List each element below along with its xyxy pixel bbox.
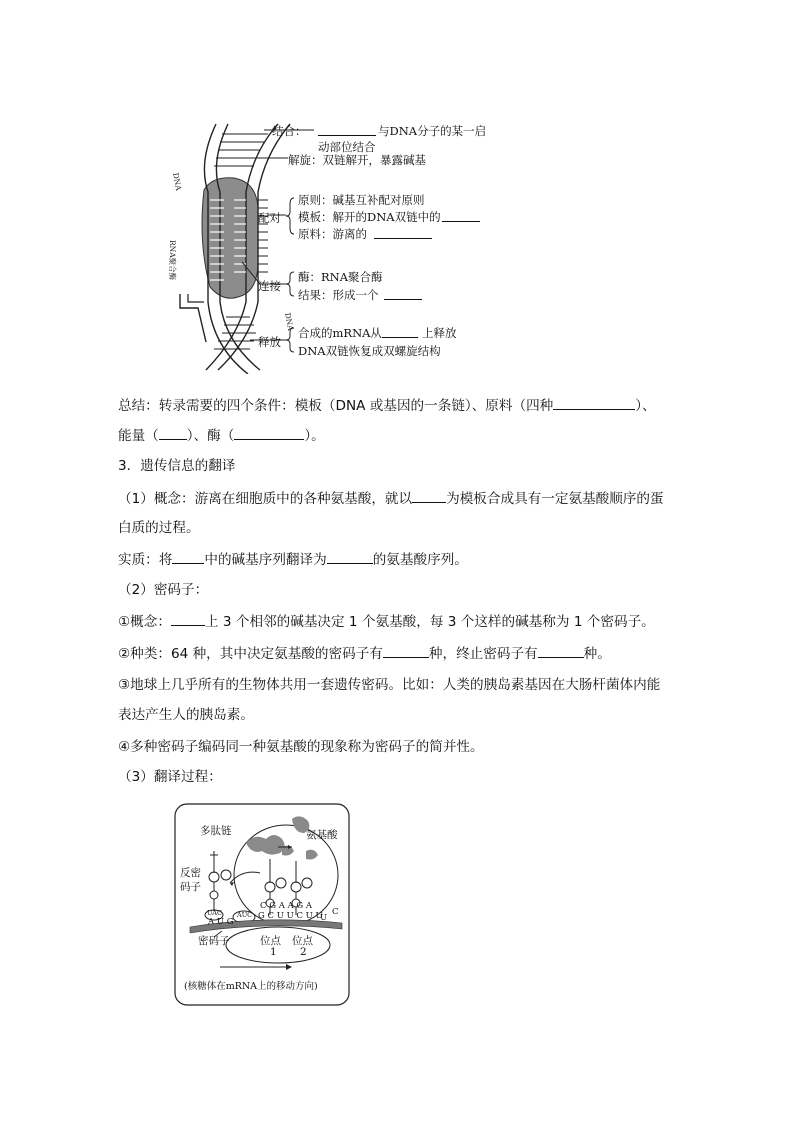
- release-text-1b: 上释放: [422, 326, 457, 340]
- codon-types-blank-1: [383, 643, 429, 658]
- dna-top-label: DNA: [171, 172, 184, 192]
- unwinding-text: 解旋：双链解开，暴露碱基: [288, 153, 426, 167]
- site-1-label: 位点: [260, 935, 281, 947]
- anticodon-label-2: 码子: [180, 881, 201, 893]
- release-text-1a: 合成的mRNA从: [298, 326, 382, 340]
- summary-blank-enzyme: [234, 425, 304, 440]
- codon-heading: （2）密码子：: [118, 582, 209, 598]
- concept-blank: [412, 488, 446, 503]
- summary-line-2: 能量（ ）、酶（ ）。: [118, 425, 325, 446]
- summary-blank-materials: [553, 395, 635, 410]
- release-text-2: DNA双链恢复成双螺旋结构: [298, 344, 441, 358]
- dna-bottom-label: DNA: [283, 312, 296, 332]
- summary-blank-energy: [159, 425, 187, 440]
- release-label: 释放: [258, 335, 281, 349]
- tail-u: U: [320, 913, 328, 923]
- translation-concept-line-2: 白质的过程。: [118, 520, 200, 536]
- codon-label: 密码子: [198, 935, 230, 947]
- essence-blank-2: [327, 549, 373, 564]
- linking-label: 连接: [258, 279, 281, 293]
- linking-enzyme: 酶：RNA聚合酶: [298, 270, 383, 284]
- binding-text-2: 动部位结合: [318, 140, 376, 154]
- section-3-heading: 3．遗传信息的翻译: [118, 458, 236, 474]
- bottom-bases: G C U U C U U: [258, 911, 323, 921]
- linking-result-blank: [384, 287, 422, 300]
- auc-label: AUC: [237, 911, 253, 919]
- release-blank: [382, 325, 418, 338]
- codon-concept: ①概念： 上 3 个相邻的碱基决定 1 个氨基酸，每 3 个这样的碱基称为 1 个密码子。: [118, 611, 655, 632]
- uac-label: UAC: [207, 909, 222, 917]
- essence-blank-1: [172, 549, 204, 564]
- anticodon-label-1: 反密: [180, 867, 201, 879]
- pairing-material-blank: [374, 226, 432, 239]
- binding-text-1: 与DNA分子的某一启: [378, 124, 487, 138]
- amino-acid-label: 氨基酸: [306, 829, 338, 841]
- polypeptide-label: 多肽链: [200, 825, 232, 837]
- site-2-number: 2: [300, 946, 307, 958]
- codon-types: ②种类：64 种，其中决定氨基酸的密码子有 种，终止密码子有 种。: [118, 643, 611, 664]
- codon-universal-line-2: 表达产生人的胰岛素。: [118, 707, 254, 723]
- pairing-template-blank: [442, 209, 480, 222]
- tail-c: C: [332, 907, 339, 917]
- direction-caption: (核糖体在mRNA上的移动方向): [184, 981, 318, 992]
- rna-polymerase-label: RNA聚合酶: [168, 240, 177, 281]
- codon-concept-blank: [171, 611, 205, 626]
- translation-figure: [174, 803, 350, 1006]
- binding-label: 结合：: [272, 124, 307, 138]
- process-heading: （3）翻译过程：: [118, 769, 222, 785]
- codon-degeneracy: ④多种密码子编码同一种氨基酸的现象称为密码子的简并性。: [118, 739, 484, 755]
- transcription-figure: [168, 112, 508, 374]
- codon-types-blank-2: [538, 643, 584, 658]
- codon-universal-line-1: ③地球上几乎所有的生物体共用一套遗传密码。比如：人类的胰岛素基因在大肠杆菌体内能: [118, 677, 661, 693]
- site-2-label: 位点: [292, 935, 313, 947]
- translation-essence: 实质：将 中的碱基序列翻译为 的氨基酸序列。: [118, 549, 468, 570]
- pairing-label: 配对: [258, 211, 281, 225]
- summary-line-1: 总结：转录需要的四个条件：模板（DNA 或基因的一条链）、原料（四种 ）、: [118, 395, 656, 416]
- translation-concept-line-1: （1）概念：游离在细胞质中的各种氨基酸，就以 为模板合成具有一定氨基酸顺序的蛋: [118, 488, 664, 509]
- pairing-template: 模板：解开的DNA双链中的: [298, 210, 441, 224]
- binding-blank: [318, 123, 376, 136]
- pairing-material: 原料：游离的: [298, 227, 367, 241]
- mrna-left-bases: A U G: [208, 917, 234, 927]
- site-1-number: 1: [270, 946, 277, 958]
- top-bases: C G A A G A: [260, 901, 313, 911]
- linking-result: 结果：形成一个: [298, 288, 379, 302]
- pairing-principle: 原则：碱基互补配对原则: [298, 193, 425, 207]
